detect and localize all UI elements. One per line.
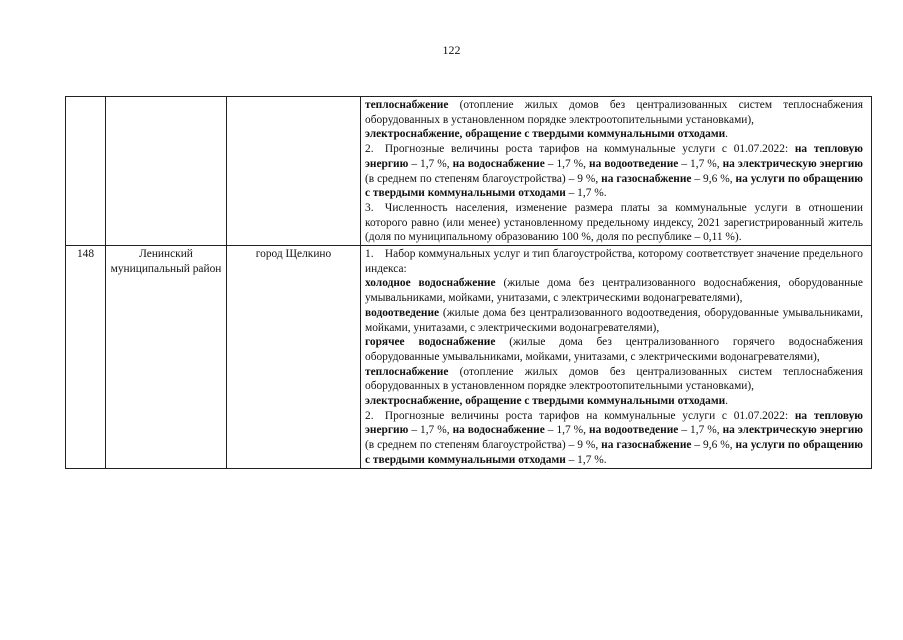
- text: (отопление жилых домов без централизованных систем теплоснабжения оборудованных в установленном порядке электроотопительными установками),: [365, 99, 863, 126]
- bold-text: на водоотведение: [589, 157, 679, 170]
- text: – 9,6 %,: [691, 439, 736, 452]
- bold-text: электроснабжение, обращение с твердыми коммунальными отходами: [365, 395, 726, 408]
- text: – 1,7 %.: [565, 453, 607, 466]
- text: – 1,7 %.: [565, 187, 607, 200]
- text: 2. Прогнозные величины роста тарифов на коммунальные услуги с 01.07.2022:: [365, 143, 795, 156]
- bold-text: горячее водоснабжение: [365, 336, 496, 349]
- text: – 1,7 %,: [678, 157, 723, 170]
- district-cell: [106, 97, 227, 246]
- text: – 9,6 %,: [691, 172, 736, 185]
- text: (жилые дома без централизованного горячего водоснабжения оборудованные умывальниками, мойками, унитазами, с электрическими водонагревателями),: [365, 336, 863, 363]
- description-cell: [361, 97, 872, 246]
- settlement-cell: город Щелкино: [227, 246, 361, 469]
- text: (отопление жилых домов без централизованных систем теплоснабжения оборудованных в установленном порядке электроотопительными установками),: [365, 365, 863, 393]
- text: .: [725, 128, 729, 141]
- bold-text: на тепловую энергию: [365, 409, 863, 437]
- page-number: 122: [442, 43, 461, 57]
- bold-text: на газоснабжение: [601, 172, 692, 185]
- row-number-cell: 148: [66, 246, 106, 469]
- bold-text: на газоснабжение: [601, 439, 692, 452]
- row-number-cell: [66, 97, 106, 246]
- bold-text: на электрическую энергию: [722, 157, 863, 170]
- text: – 1,7 %,: [408, 424, 453, 437]
- text: .: [725, 395, 729, 408]
- paragraph: [365, 98, 863, 127]
- paragraph: [365, 201, 863, 245]
- paragraph: [365, 335, 863, 364]
- text: (в среднем по степеням благоустройства) – 9 %,: [365, 172, 602, 185]
- bold-text: водоотведение: [365, 306, 440, 319]
- paragraph: [365, 306, 863, 335]
- table-row: [66, 246, 872, 469]
- bold-text: электроснабжение, обращение с твердыми коммунальными отходами: [365, 128, 726, 141]
- paragraph: [365, 247, 863, 276]
- bold-text: на водоснабжение: [452, 157, 545, 170]
- paragraph: [365, 127, 863, 142]
- bold-text: холодное водоснабжение: [365, 277, 496, 290]
- text: – 1,7 %,: [544, 157, 590, 170]
- table-row: [66, 97, 872, 246]
- text: – 1,7 %,: [544, 424, 590, 437]
- bold-text: на услуги по обращению с твердыми коммунальными отходами: [365, 439, 863, 466]
- paragraph: [365, 142, 863, 201]
- paragraph: [365, 394, 863, 409]
- text: 3. Численность населения, изменение размера платы за коммунальные услуги в отношении которого равно (или менее) установленному предельному индексу, 2021 зарегистрированный житель (доля по муниципальному образованию 100 %, доля по республике – 0,11 %).: [365, 201, 863, 244]
- paragraph: [365, 276, 863, 305]
- text: (в среднем по степеням благоустройства) – 9 %,: [365, 439, 602, 452]
- bold-text: на водоотведение: [589, 424, 679, 437]
- tariff-table: [65, 96, 872, 469]
- bold-text: теплоснабжение: [365, 365, 449, 378]
- text: (жилые дома без централизованного водоотведения, оборудованные умывальниками, мойками, унитазами, с электрическими водонагревателями),: [365, 306, 863, 334]
- text: 2. Прогнозные величины роста тарифов на коммунальные услуги с 01.07.2022:: [365, 409, 795, 422]
- paragraph: [365, 365, 863, 394]
- bold-text: на водоснабжение: [452, 424, 545, 437]
- bold-text: на электрическую энергию: [722, 424, 863, 437]
- paragraph: [365, 409, 863, 468]
- bold-text: на тепловую энергию: [365, 143, 863, 170]
- bold-text: теплоснабжение: [365, 99, 449, 111]
- description-cell: [361, 246, 872, 469]
- text: 1. Набор коммунальных услуг и тип благоустройства, которому соответствует значение предельного индекса:: [365, 248, 863, 275]
- bold-text: на услуги по обращению с твердыми коммунальными отходами: [365, 172, 863, 200]
- district-cell: Ленинский муниципальный район: [106, 246, 227, 469]
- text: – 1,7 %,: [408, 157, 453, 170]
- text: (жилые дома без централизованного водоснабжения, оборудованные умывальниками, мойками, унитазами, с электрическими водонагревателями),: [365, 277, 863, 305]
- settlement-cell: [227, 97, 361, 246]
- text: – 1,7 %,: [678, 424, 723, 437]
